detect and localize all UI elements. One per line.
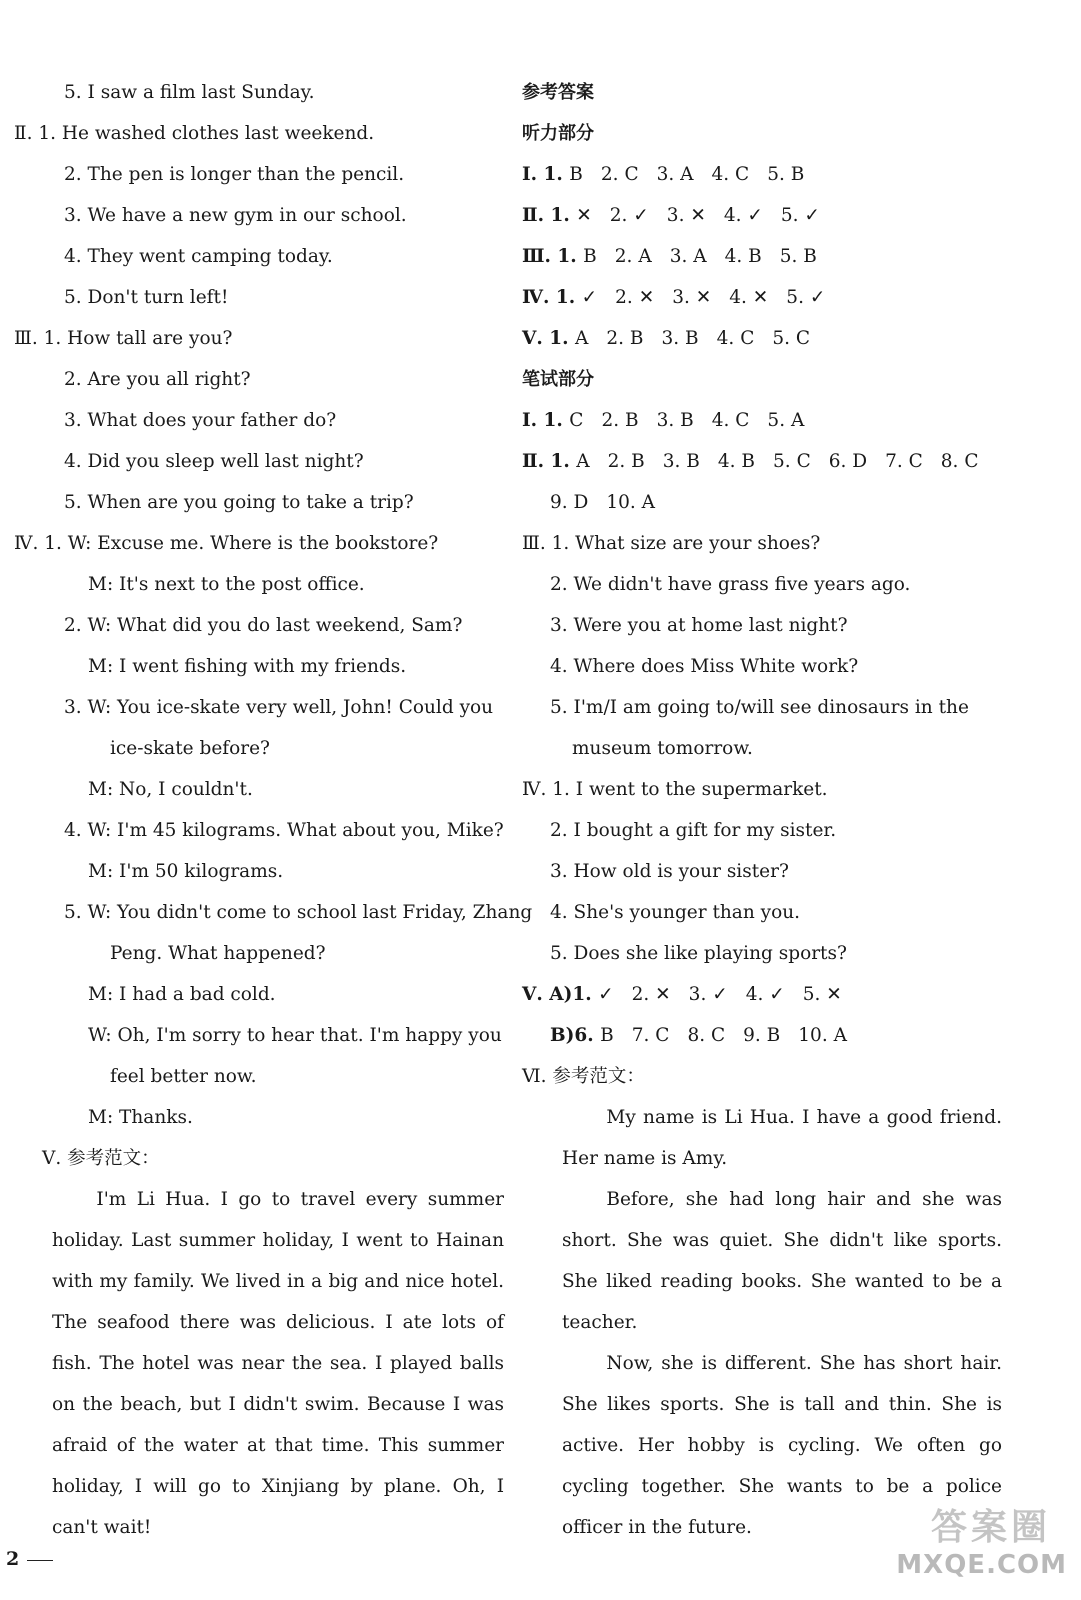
answer-item: 5. ✓ — [786, 287, 826, 308]
answer-item: 2. ✕ — [615, 287, 655, 308]
answer-item: 10. A — [606, 492, 656, 513]
answer-line: 2. The pen is longer than the pencil. — [64, 164, 405, 185]
answer-item: 8. C — [687, 1025, 726, 1046]
answer-item: 8. C — [940, 451, 979, 472]
answer-line: Ⅱ. 1. He washed clothes last weekend. — [14, 123, 375, 144]
answer-item: 2. ✕ — [631, 984, 671, 1005]
answer-item: 7. C — [885, 451, 923, 472]
answer-item: 2. ✓ — [609, 205, 649, 226]
answer-item: 4. ✕ — [729, 287, 769, 308]
section-vi-heading: Ⅵ. 参考范文： — [522, 1066, 645, 1087]
answer-line: W: Oh, I'm sorry to hear that. I'm happy you — [88, 1025, 502, 1046]
page-number-dash — [27, 1560, 53, 1561]
answer-row — [522, 277, 1022, 318]
listening-section-heading: 听力部分 — [522, 123, 594, 144]
right-essay-paragraph: Before, she had long hair and she was short. She was quiet. She didn't like sports. She liked reading books. She wanted to be a teacher. — [562, 1189, 1002, 1333]
answer-item: 5. B — [767, 164, 805, 185]
answer-line: M: I'm 50 kilograms. — [88, 861, 284, 882]
answer-item: 9. D — [550, 492, 589, 513]
answer-item: 2. B — [607, 451, 645, 472]
answer-item: 5. B — [779, 246, 817, 267]
answer-line: Ⅲ. 1. How tall are you? — [14, 328, 233, 349]
answer-row-label: B)6. — [550, 1025, 601, 1046]
answer-line: 2. We didn't have grass five years ago. — [550, 574, 911, 595]
answer-line: M: No, I couldn't. — [88, 779, 253, 800]
answer-row — [522, 482, 1022, 523]
answer-row-label: Ⅴ. 1. — [522, 328, 575, 349]
answer-item: 3. ✓ — [688, 984, 728, 1005]
answer-item: ✓ — [581, 287, 598, 308]
answer-item: 5. A — [767, 410, 805, 431]
answer-row — [522, 974, 1022, 1015]
left-answer-lines — [14, 72, 533, 1179]
answer-row-label: Ⅰ. 1. — [522, 164, 570, 185]
left-sample-essay — [14, 1179, 504, 1548]
answer-item: 9. B — [743, 1025, 781, 1046]
answer-line: 4. Where does Miss White work? — [550, 656, 859, 677]
answer-row-label: Ⅱ. 1. — [522, 451, 577, 472]
answer-item: 3. B — [661, 328, 699, 349]
answer-item: ✓ — [598, 984, 614, 1005]
right-answer-lines — [522, 523, 1022, 974]
answer-item: 3. A — [669, 246, 707, 267]
answer-row — [522, 236, 1022, 277]
right-sample-essay — [522, 1097, 1002, 1548]
answer-row — [522, 400, 1022, 441]
answer-item: 4. ✓ — [745, 984, 785, 1005]
answer-item: 7. C — [631, 1025, 670, 1046]
answer-line: 5. Does she like playing sports? — [550, 943, 847, 964]
right-essay-paragraph: Now, she is different. She has short hair. She likes sports. She is tall and thin. She is active. Her hobby is cycling. We often go cycling together. She wants to be a police officer in the future. — [562, 1353, 1002, 1538]
answer-row — [522, 441, 1022, 482]
answer-line: M: It's next to the post office. — [88, 574, 365, 595]
answer-item: 5. C — [773, 451, 811, 472]
answer-row-label: Ⅰ. 1. — [522, 410, 570, 431]
watermark-site: MXQE.COM — [896, 1550, 1067, 1580]
answer-item: B — [583, 246, 597, 267]
answer-line: museum tomorrow. — [572, 738, 753, 759]
answer-row — [522, 154, 1022, 195]
answer-line: Ⅴ. 参考范文： — [42, 1148, 160, 1169]
answer-item: B — [569, 164, 583, 185]
page-number-text: 2 — [6, 1548, 20, 1570]
answer-line: 3. How old is your sister? — [550, 861, 789, 882]
answer-item: A — [575, 328, 589, 349]
answer-item: 5. ✕ — [802, 984, 842, 1005]
answer-item: 4. B — [724, 246, 762, 267]
answer-item: 4. C — [711, 164, 750, 185]
answer-row — [522, 195, 1022, 236]
answer-line: 4. She's younger than you. — [550, 902, 801, 923]
section-v-answers — [522, 974, 1022, 1056]
answer-item: 2. C — [600, 164, 639, 185]
answer-line: 5. I'm/I am going to/will see dinosaurs in the — [550, 697, 969, 718]
answer-item: 3. ✕ — [666, 205, 706, 226]
answer-line: 3. W: You ice-skate very well, John! Could you — [64, 697, 494, 718]
answer-row — [522, 1015, 1022, 1056]
answer-line: Ⅳ. 1. W: Excuse me. Where is the bookstore? — [14, 533, 439, 554]
answer-line: 2. W: What did you do last weekend, Sam? — [64, 615, 463, 636]
answer-line: M: Thanks. — [88, 1107, 193, 1128]
answer-item: 2. A — [614, 246, 652, 267]
answer-item: C — [569, 410, 584, 431]
answer-line: Ⅲ. 1. What size are your shoes? — [522, 533, 821, 554]
answer-line: 5. When are you going to take a trip? — [64, 492, 414, 513]
answer-line: 3. What does your father do? — [64, 410, 337, 431]
answer-item: 5. ✓ — [780, 205, 820, 226]
answer-row — [522, 318, 1022, 359]
answer-line: 3. We have a new gym in our school. — [64, 205, 407, 226]
answer-line: ice-skate before? — [110, 738, 270, 759]
answer-line: 5. I saw a film last Sunday. — [64, 82, 315, 103]
answer-line: 4. W: I'm 45 kilograms. What about you, Mike? — [64, 820, 504, 841]
answer-key-title: 参考答案 — [522, 82, 594, 103]
answer-line: 5. W: You didn't come to school last Friday, Zhang — [64, 902, 533, 923]
writing-section-heading: 笔试部分 — [522, 369, 594, 390]
answer-item: 3. ✕ — [672, 287, 712, 308]
answer-line: 5. Don't turn left! — [64, 287, 229, 308]
left-essay-paragraph: I'm Li Hua. I go to travel every summer holiday. Last summer holiday, I went to Hainan with my family. We lived in a big and nice hotel. The seafood there was delicious. I ate lots of fish. The hotel was near the sea. I played balls on the beach, but I didn't swim. Because I was afraid of the water at that time. This summer holiday, I will go to Xinjiang by plane. Oh, I can't wait! — [52, 1189, 504, 1538]
writing-answers — [522, 400, 1022, 523]
answer-line: 4. They went camping today. — [64, 246, 333, 267]
answer-line: feel better now. — [110, 1066, 257, 1087]
answer-line: 2. I bought a gift for my sister. — [550, 820, 837, 841]
answer-item: 6. D — [828, 451, 868, 472]
answer-line: Peng. What happened? — [110, 943, 326, 964]
answer-line: Ⅳ. 1. I went to the supermarket. — [522, 779, 828, 800]
answer-item: B — [600, 1025, 614, 1046]
answer-item: 4. ✓ — [723, 205, 763, 226]
answer-item: 5. C — [772, 328, 811, 349]
answer-row-label: Ⅲ. 1. — [522, 246, 584, 267]
answer-row-label: Ⅱ. 1. — [522, 205, 577, 226]
answer-line: 4. Did you sleep well last night? — [64, 451, 364, 472]
answer-row-label: Ⅳ. 1. — [522, 287, 582, 308]
left-column — [14, 72, 533, 1548]
answer-item: 3. B — [656, 410, 694, 431]
answer-item: ✕ — [576, 205, 592, 226]
answer-line: 2. Are you all right? — [64, 369, 251, 390]
watermark-logo: 答案圈 — [930, 1507, 1051, 1548]
answer-item: 4. B — [717, 451, 756, 472]
page-number — [6, 1548, 53, 1570]
answer-item: 3. A — [656, 164, 694, 185]
answer-line: M: I had a bad cold. — [88, 984, 276, 1005]
answer-item: 2. B — [601, 410, 639, 431]
answer-item: 4. C — [716, 328, 755, 349]
right-column — [522, 72, 1022, 1548]
answer-item: 3. B — [662, 451, 700, 472]
answer-item: 4. C — [711, 410, 750, 431]
answer-item: 2. B — [606, 328, 644, 349]
listening-answers — [522, 154, 1022, 359]
answer-item: A — [576, 451, 590, 472]
right-essay-paragraph: My name is Li Hua. I have a good friend. Her name is Amy. — [562, 1107, 1002, 1169]
answer-line: M: I went fishing with my friends. — [88, 656, 407, 677]
answer-row-label: Ⅴ. A)1. — [522, 984, 599, 1005]
answer-item: 10. A — [798, 1025, 847, 1046]
answer-line: 3. Were you at home last night? — [550, 615, 848, 636]
